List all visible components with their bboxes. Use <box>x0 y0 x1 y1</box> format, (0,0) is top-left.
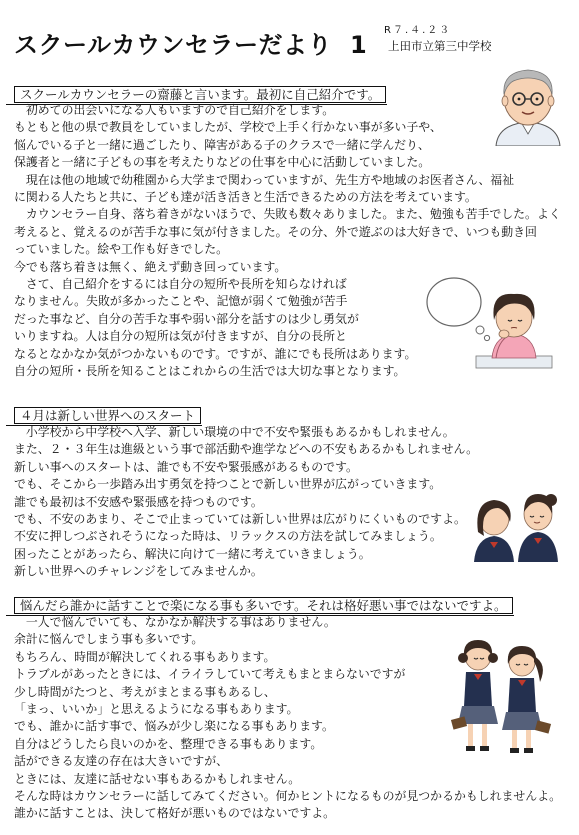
text-line: カウンセラー自身、落ち着きがないほうで、失敗も数々ありました。また、勉強も苦手でした。よく <box>14 207 561 222</box>
text-line: でも、誰かに話す事で、悩みが少し楽になる事もあります。 <box>14 719 334 734</box>
text-line: 一人で悩んでいても、なかなか解決する事はありません。 <box>14 615 336 629</box>
text-line: 誰かに話すことは、決して格好が悪いものではないですよ。 <box>14 806 336 821</box>
text-line: に関わる人たちと共に、子ども達が活き活きと生活できるための方法を考えています。 <box>14 190 477 205</box>
issue-number: 1 <box>350 31 368 59</box>
issue-date: R７.４.２３ <box>384 25 452 36</box>
text-line: でも、そこから一歩踏み出す勇気を持つことで新しい世界が広がっていきます。 <box>14 477 442 492</box>
text-line: もちろん、時間が解決してくれる事もあります。 <box>14 649 276 664</box>
text-line: 自分の短所・長所を知ることはこれからの生活では大切な事となります。 <box>14 364 406 379</box>
text-line: 新しい世界へのチャレンジをしてみませんか。 <box>14 564 263 579</box>
text-line: そんな時はカウンセラーに話してみてください。何かヒントになるものが見つかるかもしれませんよ。 <box>14 789 561 804</box>
text-line: 新しい事へのスタートは、誰でも不安や緊張感があるものです。 <box>14 459 358 474</box>
students-talking-illustration <box>470 480 562 562</box>
text-line: 話ができる友達の存在は大きいですが、 <box>14 754 229 769</box>
text-line: 今でも落ち着きは無く、絶えず動き回っています。 <box>14 259 287 274</box>
thought-bubble-icon <box>427 278 481 326</box>
text-line: 自分はどうしたら良いのかを、整理できる事もあります。 <box>14 736 323 751</box>
text-line: 初めての出会いになる人もいますので自己紹介をします。 <box>14 103 335 117</box>
page-title <box>14 25 367 60</box>
text-line: また、２・３年生は進級という事で部活動や進学などへの不安もあるかもしれません。 <box>14 442 478 457</box>
text-line: いりますね。人は自分の短所は気が付きますが、自分の長所と <box>14 329 347 344</box>
section-heading-intro: スクールカウンセラーの齋藤と言います。最初に自己紹介です。 <box>14 86 386 103</box>
counselor-illustration <box>488 64 568 146</box>
section-body-april <box>14 424 478 581</box>
girl-hand <box>499 330 509 338</box>
text-line: なるとなかなか気がつかないものです。ですが、誰にでも長所はあります。 <box>14 346 417 361</box>
school-name: 上田市立第三中学校 <box>388 39 492 53</box>
thinking-girl-illustration <box>424 272 554 372</box>
student-left-uniform <box>474 536 514 562</box>
text-line: 「まっ、いいか」と思えるようになる事もあります。 <box>14 702 299 717</box>
girl-shirt <box>492 334 536 358</box>
text-line: だった事など、自分の苦手な事や弱い部分を話すのは少し勇気が <box>14 311 359 326</box>
text-line: 不安に押しつぶされそうになった時は、リラックスの方法を試してみましょう。 <box>14 529 442 544</box>
section-heading-talk: 悩んだら誰かに話すことで楽になる事も多いです。それは格好悪い事ではないですよ。 <box>14 597 513 614</box>
text-line: 困ったことがあったら、解決に向けて一緒に考えていきましょう。 <box>14 546 371 561</box>
text-line: ときには、友達に話せない事もあるかもしれません。 <box>14 771 301 786</box>
walker-left-bag-icon <box>451 716 467 729</box>
title-text: スクールカウンセラーだより <box>14 31 333 59</box>
student-right-uniform <box>518 532 558 562</box>
text-line: 小学校から中学校へ入学、新しい環境の中で不安や緊張もあるかもしれません。 <box>14 425 455 439</box>
text-line: トラブルがあったときには、イライラしていて考えもまとまらないですが <box>14 667 406 682</box>
text-line: っていました。絵や工作も好きでした。 <box>14 242 229 257</box>
text-line: 悩んでいる子と一緒に過ごしたり、障害がある子のクラスで一緒に学んだり、 <box>14 137 430 152</box>
text-line: 保護者と一緒に子どもの事を考えたりなどの仕事を中心に活動していました。 <box>14 155 431 170</box>
text-line: なりません。失敗が多かったことや、記憶が弱くて勉強が苦手 <box>14 294 348 309</box>
text-line: 考えると、覚えるのが苦手な事に気が付きました。その分、外で遊ぶのは大好きで、いつも動き回 <box>14 224 537 239</box>
students-walking-illustration <box>448 636 552 756</box>
text-line: 少し時間がたつと、考えがまとまる事もあるし、 <box>14 684 276 699</box>
section-heading-april: ４月は新しい世界へのスタート <box>14 407 201 424</box>
text-line: もともと他の県で教員をしていましたが、学校で上手く行かない事が多い子や、 <box>14 120 442 135</box>
text-line: 余計に悩んでしまう事も多いです。 <box>14 632 204 647</box>
text-line: さて、自己紹介をするには自分の短所や長所を知らなければ <box>14 277 347 292</box>
text-line: でも、不安のあまり、そこで止まっていては新しい世界は広がりにくいものですよ。 <box>14 512 466 527</box>
walker-right-bag-icon <box>535 720 551 733</box>
text-line: 誰でも最初は不安感や緊張感を持つものです。 <box>14 494 263 509</box>
text-line: 現在は他の地域で幼稚園から大学まで関わっていますが、先生方や地域のお医者さん、福祉 <box>14 172 515 187</box>
